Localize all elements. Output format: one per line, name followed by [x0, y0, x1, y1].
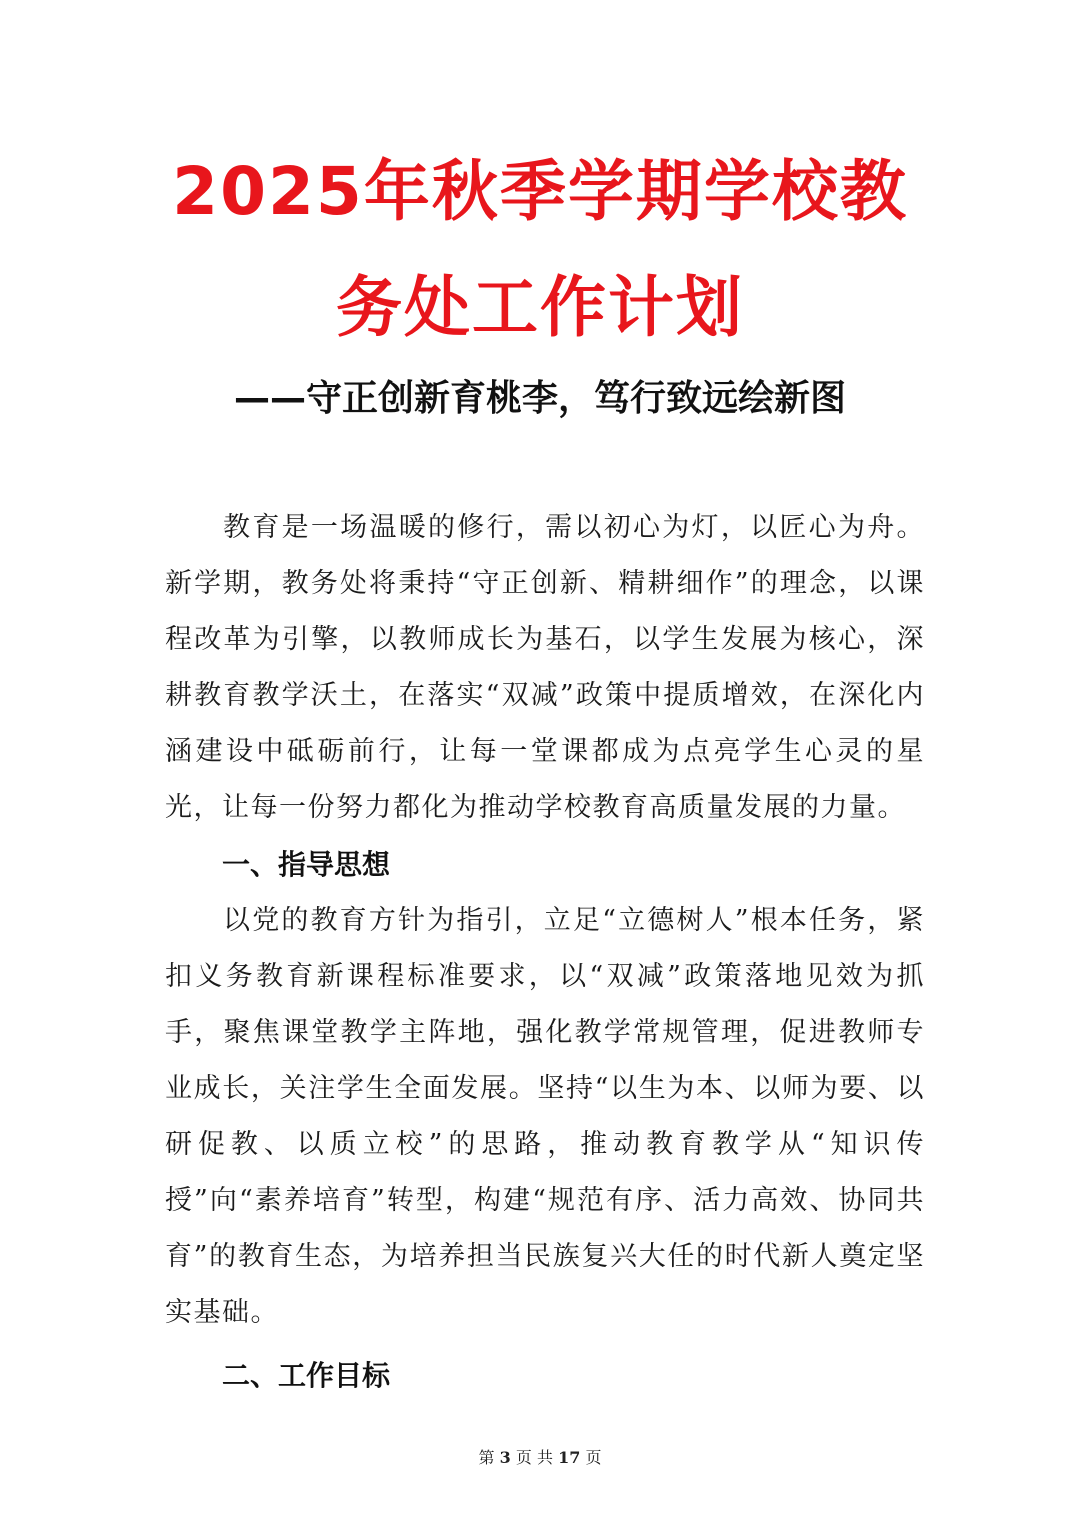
footer-middle: 页 共: [515, 1448, 553, 1467]
document-subtitle: ——守正创新育桃李，笃行致远绘新图: [233, 378, 846, 419]
footer-prefix: 第: [478, 1448, 495, 1467]
section-heading-guiding-ideology: 一、指导思想: [222, 848, 391, 881]
document-title-line-1: 2025年秋季学期学校教: [172, 153, 908, 230]
footer-current-page: 3: [499, 1448, 511, 1467]
guiding-ideology-paragraph: 以党的教育方针为指引，立足“立德树人”根本任务，紧扣义务教育新课程标准要求，以“双减”政策落地见效为抓手，聚焦课堂教学主阵地，强化教学常规管理，促进教师专业成长，关注学生全面发展。坚持“以生为本、以师为要、以研促教、以质立校”的思路，推动教育教学从“知识传授”向“素养培育”转型，构建“规范有序、活力高效、协同共育”的教育生态，为培养担当民族复兴大任的时代新人奠定坚实基础。: [165, 905, 925, 1328]
footer-suffix: 页: [585, 1448, 602, 1467]
intro-paragraph: 教育是一场温暖的修行，需以初心为灯，以匠心为舟。新学期，教务处将秉持“守正创新、精耕细作”的理念，以课程改革为引擎，以教师成长为基石，以学生发展为核心，深耕教育教学沃土，在落实“双减”政策中提质增效，在深化内涵建设中砥砺前行，让每一堂课都成为点亮学生心灵的星光，让每一份努力都化为推动学校教育高质量发展的力量。: [165, 512, 925, 823]
page-number-footer: [0, 1446, 1080, 1470]
footer-total-pages: 17: [558, 1448, 581, 1467]
section-heading-work-goals: 二、工作目标: [222, 1359, 391, 1392]
document-title-line-2: 务处工作计划: [336, 269, 744, 346]
